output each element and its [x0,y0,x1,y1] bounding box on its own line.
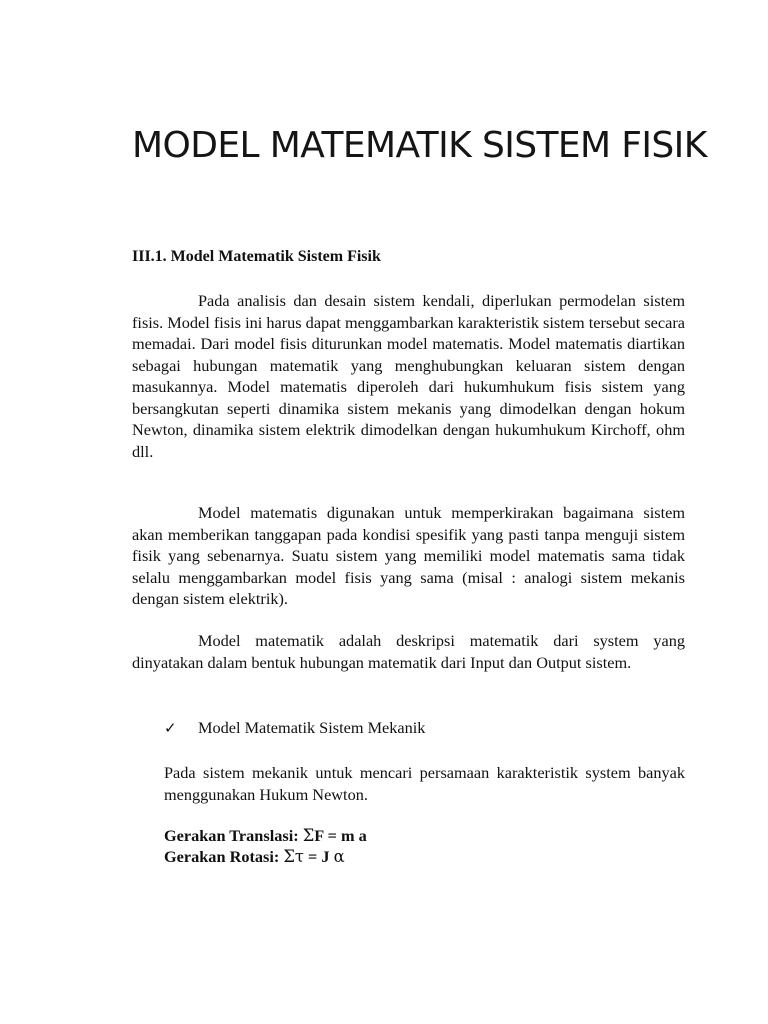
formula-rotation [164,846,345,868]
sum-symbol: Στ [283,847,304,866]
paragraph-1: Pada analisis dan desain sistem kendali, diperlukan permodelan sistem fisis. Model fisis ini harus dapat menggambarkan karakteristik sistem tersebut secara memadai. Dari model fisis diturunkan model matematis. Model matematis diartikan sebagai hubungan matematik yang menghubungkan keluaran sistem dengan masukannya. Model matematis diperoleh dari hukumhukum fisis sistem yang bersangkutan seperti dinamika sistem mekanis yang dimodelkan dengan hokum Newton, dinamika sistem elektrik dimodelkan dengan hukumhukum Kirchoff, ohm dll. [132,291,685,461]
bullet-item [164,717,425,739]
formula-label: Gerakan Translasi: [164,826,299,845]
mechanical-paragraph: Pada sistem mekanik untuk mencari persamaan karakteristik system banyak menggunakan Hukum Newton. [164,763,685,804]
formula-expression: = J [308,847,330,866]
sum-symbol: Σ [302,826,315,845]
page-title: MODEL MATEMATIK SISTEM FISIK [132,125,707,166]
bullet-text: Model Matematik Sistem Mekanik [198,718,426,737]
formula-translation [164,825,367,847]
paragraph-3: Model matematik adalah deskripsi matematik dari system yang dinyatakan dalam bentuk hubungan matematik dari Input dan Output sistem. [132,631,685,672]
checkmark-icon: ✓ [164,719,177,737]
formula-expression: F = m a [314,826,367,845]
alpha-symbol: α [333,847,345,866]
paragraph-2: Model matematis digunakan untuk memperkirakan bagaimana sistem akan memberikan tanggapan pada kondisi spesifik yang pasti tanpa menguji sistem fisik yang sebenarnya. Suatu sistem yang memiliki model matematis sama tidak selalu menggambarkan model fisis yang sama (misal : analogi sistem mekanis dengan sistem elektrik). [132,503,685,608]
section-heading: III.1. Model Matematik Sistem Fisik [132,248,381,265]
formula-label: Gerakan Rotasi: [164,847,280,866]
